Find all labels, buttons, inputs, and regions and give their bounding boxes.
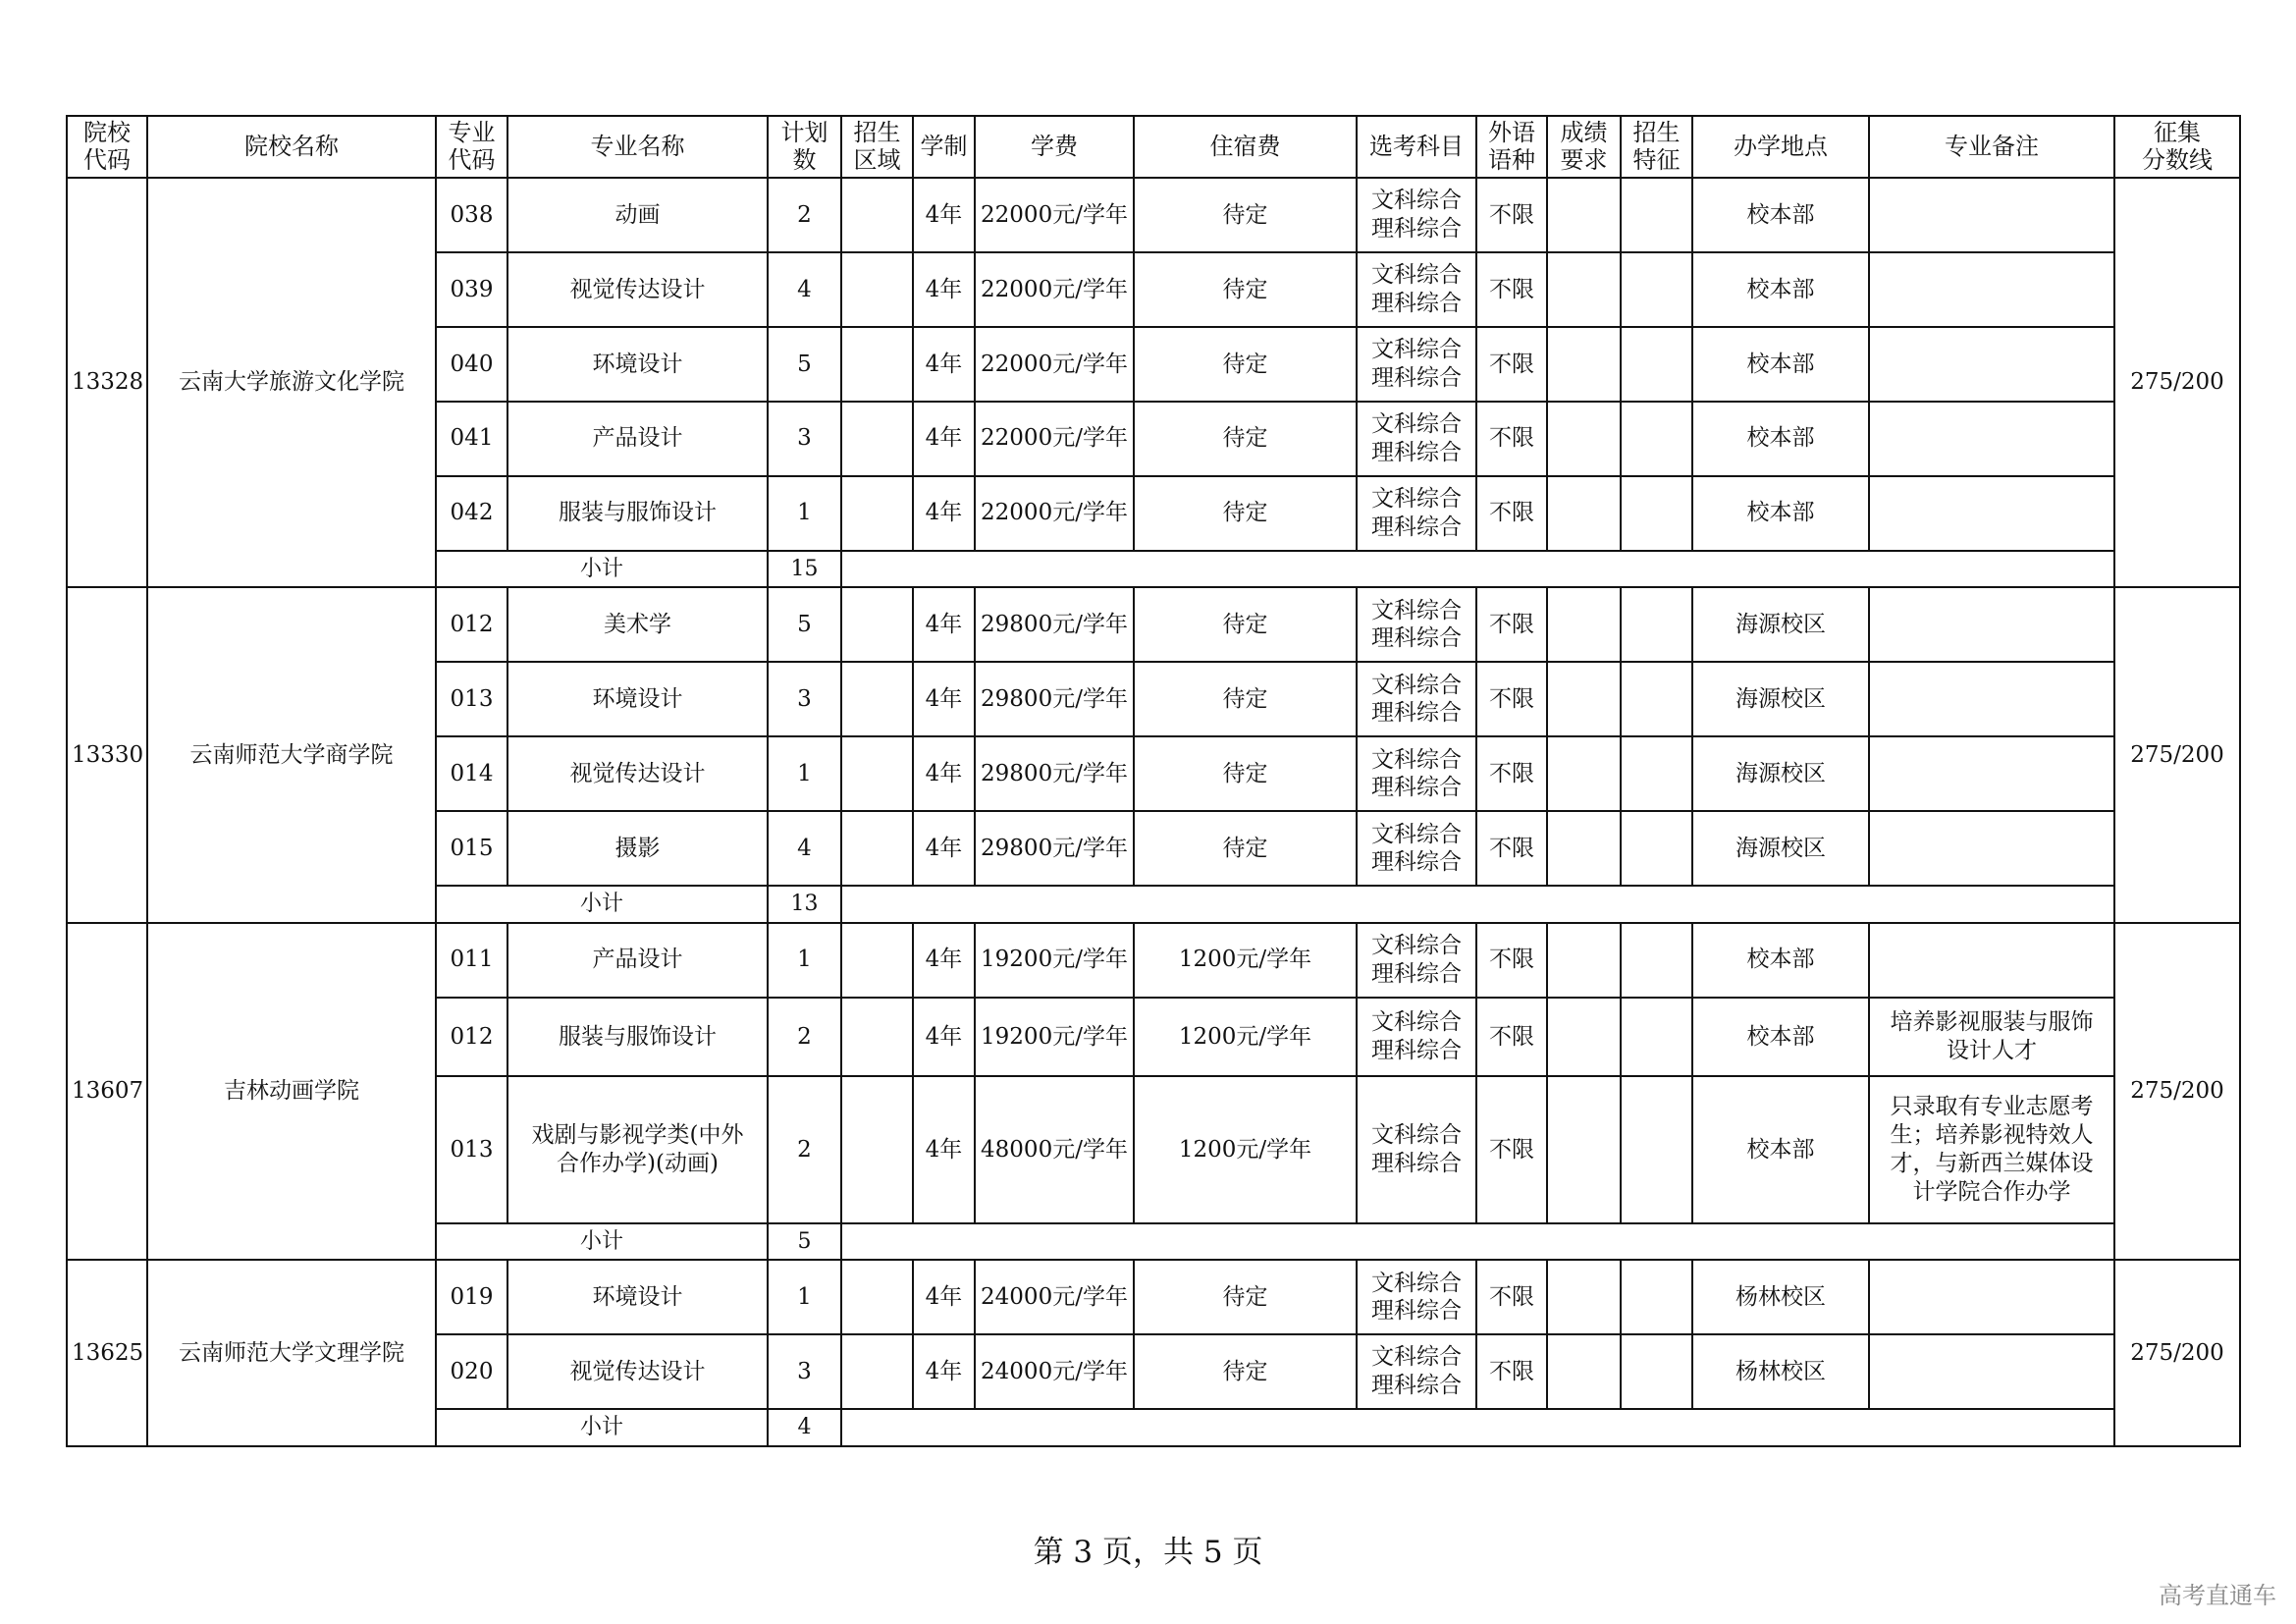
duration-cell: 4年 xyxy=(913,402,975,476)
duration-cell: 4年 xyxy=(913,736,975,811)
region-cell xyxy=(841,923,913,998)
campus-cell: 校本部 xyxy=(1692,178,1869,252)
cutoff-cell: 275/200 xyxy=(2114,587,2240,922)
lodging-cell: 待定 xyxy=(1134,662,1357,736)
tuition-cell: 29800元/学年 xyxy=(975,736,1134,811)
header-school-code: 院校 代码 xyxy=(67,116,147,178)
subjects-cell: 文科综合 理科综合 xyxy=(1357,252,1476,327)
region-cell xyxy=(841,736,913,811)
table-row xyxy=(67,587,2240,662)
campus-cell: 校本部 xyxy=(1692,1076,1869,1222)
note-cell: 只录取有专业志愿考 生；培养影视特效人 才，与新西兰媒体设 计学院合作办学 xyxy=(1869,1076,2114,1222)
score-cell xyxy=(1547,1076,1621,1222)
tuition-cell: 29800元/学年 xyxy=(975,662,1134,736)
language-cell: 不限 xyxy=(1476,736,1547,811)
cutoff-cell: 275/200 xyxy=(2114,178,2240,587)
campus-cell: 海源校区 xyxy=(1692,811,1869,886)
major-code-cell: 012 xyxy=(436,998,507,1076)
note-cell xyxy=(1869,587,2114,662)
score-cell xyxy=(1547,1334,1621,1409)
subjects-cell: 文科综合 理科综合 xyxy=(1357,587,1476,662)
header-school-name: 院校名称 xyxy=(147,116,436,178)
lodging-cell: 待定 xyxy=(1134,1260,1357,1334)
lodging-cell: 待定 xyxy=(1134,178,1357,252)
lodging-cell: 待定 xyxy=(1134,252,1357,327)
major-name-cell: 产品设计 xyxy=(507,402,768,476)
duration-cell: 4年 xyxy=(913,587,975,662)
score-cell xyxy=(1547,252,1621,327)
subjects-cell: 文科综合 理科综合 xyxy=(1357,476,1476,551)
tuition-cell: 22000元/学年 xyxy=(975,327,1134,402)
tuition-cell: 48000元/学年 xyxy=(975,1076,1134,1222)
language-cell: 不限 xyxy=(1476,998,1547,1076)
lodging-cell: 1200元/学年 xyxy=(1134,1076,1357,1222)
campus-cell: 校本部 xyxy=(1692,252,1869,327)
school-name-cell: 云南师范大学商学院 xyxy=(147,587,436,922)
lodging-cell: 待定 xyxy=(1134,587,1357,662)
school-name-cell: 云南大学旅游文化学院 xyxy=(147,178,436,587)
region-cell xyxy=(841,476,913,551)
subtotal-label: 小计 xyxy=(436,551,768,588)
region-cell xyxy=(841,178,913,252)
score-cell xyxy=(1547,587,1621,662)
major-code-cell: 041 xyxy=(436,402,507,476)
tuition-cell: 19200元/学年 xyxy=(975,998,1134,1076)
language-cell: 不限 xyxy=(1476,1076,1547,1222)
header-cutoff: 征集 分数线 xyxy=(2114,116,2240,178)
duration-cell: 4年 xyxy=(913,1076,975,1222)
note-cell xyxy=(1869,923,2114,998)
subjects-cell: 文科综合 理科综合 xyxy=(1357,998,1476,1076)
subtotal-empty xyxy=(841,1409,2114,1446)
table-header-row xyxy=(67,116,2240,178)
feature-cell xyxy=(1621,998,1692,1076)
language-cell: 不限 xyxy=(1476,1334,1547,1409)
subtotal-label: 小计 xyxy=(436,886,768,923)
subtotal-empty xyxy=(841,551,2114,588)
note-cell xyxy=(1869,252,2114,327)
subjects-cell: 文科综合 理科综合 xyxy=(1357,1334,1476,1409)
header-subjects: 选考科目 xyxy=(1357,116,1476,178)
language-cell: 不限 xyxy=(1476,923,1547,998)
duration-cell: 4年 xyxy=(913,811,975,886)
duration-cell: 4年 xyxy=(913,662,975,736)
campus-cell: 校本部 xyxy=(1692,327,1869,402)
major-name-cell: 环境设计 xyxy=(507,662,768,736)
lodging-cell: 待定 xyxy=(1134,811,1357,886)
school-code-cell: 13330 xyxy=(67,587,147,922)
plan-cell: 1 xyxy=(768,1260,841,1334)
cutoff-cell: 275/200 xyxy=(2114,1260,2240,1446)
subtotal-empty xyxy=(841,886,2114,923)
major-code-cell: 020 xyxy=(436,1334,507,1409)
cutoff-cell: 275/200 xyxy=(2114,923,2240,1260)
subjects-cell: 文科综合 理科综合 xyxy=(1357,178,1476,252)
campus-cell: 杨林校区 xyxy=(1692,1334,1869,1409)
major-code-cell: 039 xyxy=(436,252,507,327)
watermark: 高考直通车 xyxy=(2159,1582,2276,1609)
note-cell xyxy=(1869,178,2114,252)
plan-cell: 3 xyxy=(768,662,841,736)
header-feature: 招生 特征 xyxy=(1621,116,1692,178)
note-cell xyxy=(1869,402,2114,476)
major-code-cell: 012 xyxy=(436,587,507,662)
plan-cell: 1 xyxy=(768,923,841,998)
score-cell xyxy=(1547,662,1621,736)
header-score-req: 成绩 要求 xyxy=(1547,116,1621,178)
school-code-cell: 13607 xyxy=(67,923,147,1260)
campus-cell: 校本部 xyxy=(1692,402,1869,476)
page-footer: 第 3 页，共 5 页 xyxy=(1033,1535,1263,1570)
table-row xyxy=(67,1260,2240,1334)
major-code-cell: 013 xyxy=(436,662,507,736)
duration-cell: 4年 xyxy=(913,998,975,1076)
duration-cell: 4年 xyxy=(913,1260,975,1334)
score-cell xyxy=(1547,327,1621,402)
plan-cell: 1 xyxy=(768,476,841,551)
lodging-cell: 待定 xyxy=(1134,1334,1357,1409)
region-cell xyxy=(841,1076,913,1222)
subtotal-value: 13 xyxy=(768,886,841,923)
plan-cell: 3 xyxy=(768,402,841,476)
header-tuition: 学费 xyxy=(975,116,1134,178)
duration-cell: 4年 xyxy=(913,476,975,551)
feature-cell xyxy=(1621,736,1692,811)
subtotal-label: 小计 xyxy=(436,1223,768,1261)
score-cell xyxy=(1547,476,1621,551)
header-major-name: 专业名称 xyxy=(507,116,768,178)
region-cell xyxy=(841,402,913,476)
header-note: 专业备注 xyxy=(1869,116,2114,178)
tuition-cell: 22000元/学年 xyxy=(975,252,1134,327)
table-row xyxy=(67,178,2240,252)
lodging-cell: 待定 xyxy=(1134,736,1357,811)
language-cell: 不限 xyxy=(1476,1260,1547,1334)
feature-cell xyxy=(1621,476,1692,551)
score-cell xyxy=(1547,178,1621,252)
major-name-cell: 视觉传达设计 xyxy=(507,1334,768,1409)
feature-cell xyxy=(1621,327,1692,402)
major-code-cell: 011 xyxy=(436,923,507,998)
campus-cell: 校本部 xyxy=(1692,923,1869,998)
major-name-cell: 服装与服饰设计 xyxy=(507,998,768,1076)
major-name-cell: 视觉传达设计 xyxy=(507,252,768,327)
lodging-cell: 1200元/学年 xyxy=(1134,923,1357,998)
major-name-cell: 环境设计 xyxy=(507,327,768,402)
subjects-cell: 文科综合 理科综合 xyxy=(1357,1076,1476,1222)
subtotal-empty xyxy=(841,1223,2114,1261)
lodging-cell: 待定 xyxy=(1134,476,1357,551)
region-cell xyxy=(841,252,913,327)
campus-cell: 杨林校区 xyxy=(1692,1260,1869,1334)
region-cell xyxy=(841,327,913,402)
major-code-cell: 015 xyxy=(436,811,507,886)
score-cell xyxy=(1547,1260,1621,1334)
major-code-cell: 038 xyxy=(436,178,507,252)
school-name-cell: 云南师范大学文理学院 xyxy=(147,1260,436,1446)
feature-cell xyxy=(1621,402,1692,476)
major-code-cell: 040 xyxy=(436,327,507,402)
region-cell xyxy=(841,811,913,886)
subjects-cell: 文科综合 理科综合 xyxy=(1357,811,1476,886)
header-lodging: 住宿费 xyxy=(1134,116,1357,178)
language-cell: 不限 xyxy=(1476,252,1547,327)
major-name-cell: 产品设计 xyxy=(507,923,768,998)
table-row xyxy=(67,923,2240,998)
header-major-code: 专业 代码 xyxy=(436,116,507,178)
lodging-cell: 待定 xyxy=(1134,327,1357,402)
feature-cell xyxy=(1621,1260,1692,1334)
note-cell: 培养影视服装与服饰 设计人才 xyxy=(1869,998,2114,1076)
subjects-cell: 文科综合 理科综合 xyxy=(1357,736,1476,811)
subjects-cell: 文科综合 理科综合 xyxy=(1357,923,1476,998)
major-code-cell: 013 xyxy=(436,1076,507,1222)
header-language: 外语 语种 xyxy=(1476,116,1547,178)
major-name-cell: 美术学 xyxy=(507,587,768,662)
language-cell: 不限 xyxy=(1476,587,1547,662)
subtotal-value: 5 xyxy=(768,1223,841,1261)
tuition-cell: 24000元/学年 xyxy=(975,1334,1134,1409)
language-cell: 不限 xyxy=(1476,476,1547,551)
header-region: 招生 区域 xyxy=(841,116,913,178)
score-cell xyxy=(1547,402,1621,476)
major-code-cell: 014 xyxy=(436,736,507,811)
note-cell xyxy=(1869,476,2114,551)
major-name-cell: 戏剧与影视学类(中外 合作办学)(动画) xyxy=(507,1076,768,1222)
score-cell xyxy=(1547,923,1621,998)
note-cell xyxy=(1869,736,2114,811)
score-cell xyxy=(1547,736,1621,811)
duration-cell: 4年 xyxy=(913,252,975,327)
language-cell: 不限 xyxy=(1476,178,1547,252)
feature-cell xyxy=(1621,811,1692,886)
subjects-cell: 文科综合 理科综合 xyxy=(1357,662,1476,736)
duration-cell: 4年 xyxy=(913,923,975,998)
feature-cell xyxy=(1621,1334,1692,1409)
campus-cell: 海源校区 xyxy=(1692,736,1869,811)
feature-cell xyxy=(1621,587,1692,662)
major-code-cell: 019 xyxy=(436,1260,507,1334)
tuition-cell: 22000元/学年 xyxy=(975,476,1134,551)
score-cell xyxy=(1547,998,1621,1076)
subjects-cell: 文科综合 理科综合 xyxy=(1357,402,1476,476)
feature-cell xyxy=(1621,1076,1692,1222)
campus-cell: 校本部 xyxy=(1692,998,1869,1076)
language-cell: 不限 xyxy=(1476,327,1547,402)
note-cell xyxy=(1869,1334,2114,1409)
plan-cell: 2 xyxy=(768,1076,841,1222)
campus-cell: 校本部 xyxy=(1692,476,1869,551)
region-cell xyxy=(841,998,913,1076)
major-name-cell: 服装与服饰设计 xyxy=(507,476,768,551)
region-cell xyxy=(841,1334,913,1409)
note-cell xyxy=(1869,327,2114,402)
plan-cell: 1 xyxy=(768,736,841,811)
subtotal-value: 4 xyxy=(768,1409,841,1446)
duration-cell: 4年 xyxy=(913,327,975,402)
campus-cell: 海源校区 xyxy=(1692,587,1869,662)
subtotal-label: 小计 xyxy=(436,1409,768,1446)
duration-cell: 4年 xyxy=(913,1334,975,1409)
major-name-cell: 摄影 xyxy=(507,811,768,886)
school-name-cell: 吉林动画学院 xyxy=(147,923,436,1260)
major-name-cell: 动画 xyxy=(507,178,768,252)
subjects-cell: 文科综合 理科综合 xyxy=(1357,327,1476,402)
tuition-cell: 29800元/学年 xyxy=(975,587,1134,662)
major-name-cell: 环境设计 xyxy=(507,1260,768,1334)
feature-cell xyxy=(1621,923,1692,998)
feature-cell xyxy=(1621,662,1692,736)
tuition-cell: 19200元/学年 xyxy=(975,923,1134,998)
header-plan-count: 计划 数 xyxy=(768,116,841,178)
header-duration: 学制 xyxy=(913,116,975,178)
plan-cell: 5 xyxy=(768,327,841,402)
plan-cell: 2 xyxy=(768,998,841,1076)
note-cell xyxy=(1869,1260,2114,1334)
campus-cell: 海源校区 xyxy=(1692,662,1869,736)
tuition-cell: 29800元/学年 xyxy=(975,811,1134,886)
subtotal-value: 15 xyxy=(768,551,841,588)
note-cell xyxy=(1869,662,2114,736)
major-name-cell: 视觉传达设计 xyxy=(507,736,768,811)
major-code-cell: 042 xyxy=(436,476,507,551)
plan-cell: 3 xyxy=(768,1334,841,1409)
note-cell xyxy=(1869,811,2114,886)
score-cell xyxy=(1547,811,1621,886)
feature-cell xyxy=(1621,178,1692,252)
language-cell: 不限 xyxy=(1476,811,1547,886)
admission-table xyxy=(66,115,2241,1447)
subjects-cell: 文科综合 理科综合 xyxy=(1357,1260,1476,1334)
lodging-cell: 待定 xyxy=(1134,402,1357,476)
plan-cell: 2 xyxy=(768,178,841,252)
region-cell xyxy=(841,1260,913,1334)
duration-cell: 4年 xyxy=(913,178,975,252)
tuition-cell: 22000元/学年 xyxy=(975,402,1134,476)
language-cell: 不限 xyxy=(1476,662,1547,736)
feature-cell xyxy=(1621,252,1692,327)
plan-cell: 5 xyxy=(768,587,841,662)
tuition-cell: 24000元/学年 xyxy=(975,1260,1134,1334)
plan-cell: 4 xyxy=(768,252,841,327)
lodging-cell: 1200元/学年 xyxy=(1134,998,1357,1076)
tuition-cell: 22000元/学年 xyxy=(975,178,1134,252)
header-campus: 办学地点 xyxy=(1692,116,1869,178)
language-cell: 不限 xyxy=(1476,402,1547,476)
region-cell xyxy=(841,662,913,736)
plan-cell: 4 xyxy=(768,811,841,886)
region-cell xyxy=(841,587,913,662)
school-code-cell: 13625 xyxy=(67,1260,147,1446)
school-code-cell: 13328 xyxy=(67,178,147,587)
